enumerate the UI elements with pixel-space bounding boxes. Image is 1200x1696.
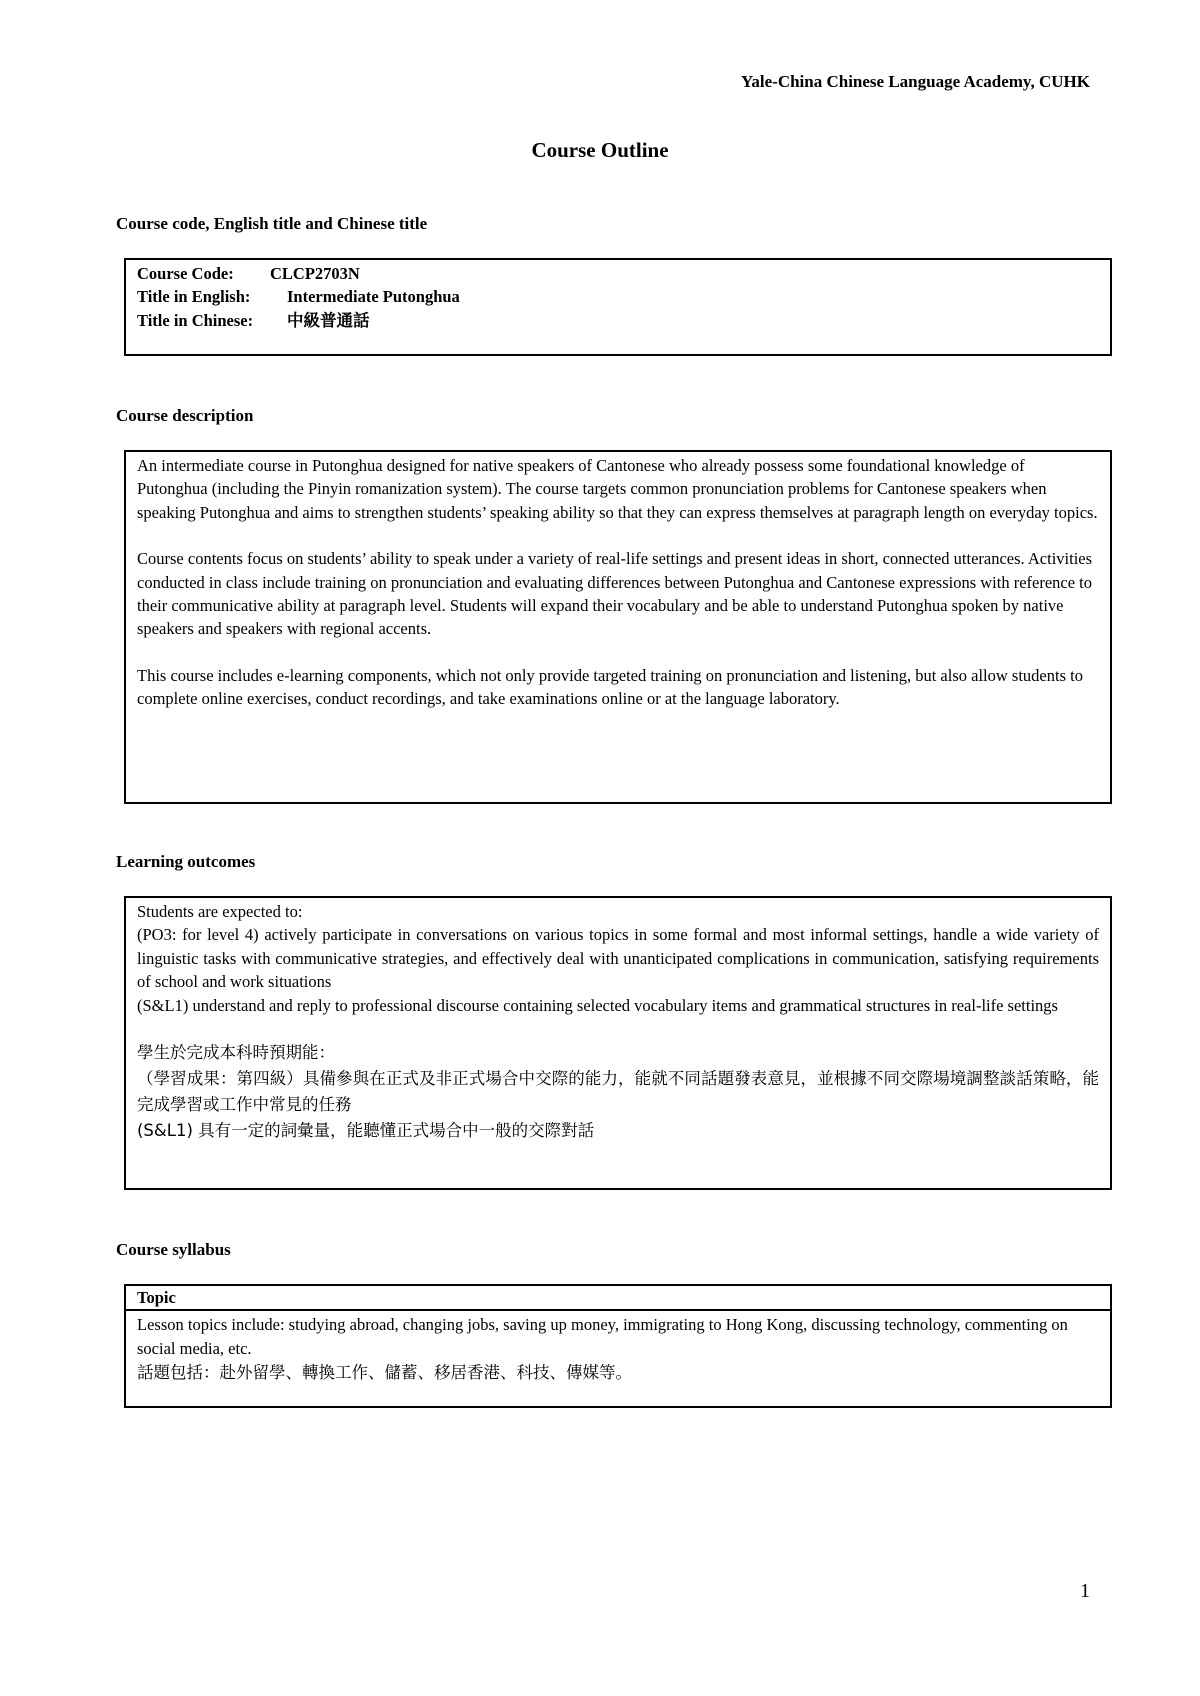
section-heading-outcomes: Learning outcomes xyxy=(116,852,256,871)
course-code-value: CLCP2703N xyxy=(270,264,360,283)
syllabus-topics-en: Lesson topics include: studying abroad, changing jobs, saving up money, immigrating to Hong Kong, discussing technology, commenting on social media, etc. xyxy=(137,1315,1068,1358)
description-paragraph-2: Course contents focus on students’ ability to speak under a variety of real-life settings and present ideas in short, connected utterances. Activities conducted in class include training on pronunciation and evaluating differences between Putonghua and Cantonese expressions with reference to their communicative ability at paragraph level. Students will expand their vocabulary and be able to understand Putonghua spoken by native speakers and speakers with regional accents. xyxy=(137,549,1093,639)
course-description-box xyxy=(124,450,1112,804)
outcome-po3-zh: （學習成果：第四級）具備參與在正式及非正式場合中交際的能力，能就不同話題發表意見，並根據不同交際場境調整談話策略，能完成學習或工作中常見的任務 xyxy=(137,1069,1099,1115)
english-title-line xyxy=(137,285,1099,308)
chinese-title-line xyxy=(137,309,1099,332)
outcome-sl1-en: (S&L1) understand and reply to professional discourse containing selected vocabulary items and grammatical structures in real-life settings xyxy=(137,995,1058,1015)
section-heading-syllabus: Course syllabus xyxy=(116,1240,231,1259)
description-paragraph-1: An intermediate course in Putonghua designed for native speakers of Cantonese who already possess some foundational knowledge of Putonghua (including the Pinyin romanization system). The course targets common pronunciation problems for Cantonese speakers when speaking Putonghua and aims to strengthen students’ speaking ability so that they can express themselves at paragraph length on everyday topics. xyxy=(137,456,1098,522)
chinese-title-label: Title in Chinese: xyxy=(137,310,254,330)
outcomes-intro-zh: 學生於完成本科時預期能： xyxy=(137,1043,335,1063)
institution-header: Yale-China Chinese Language Academy, CUHK xyxy=(741,72,1090,91)
english-title-label: Title in English: xyxy=(137,287,251,307)
outcome-sl1-zh: (S&L1) 具有一定的詞彙量，能聽懂正式場合中一般的交際對話 xyxy=(137,1121,595,1141)
course-code-line xyxy=(137,262,1099,285)
section-heading-code: Course code, English title and Chinese title xyxy=(116,214,428,233)
syllabus-topics-zh: 話題包括：赴外留學、轉換工作、儲蓄、移居香港、科技、傳媒等。 xyxy=(137,1363,632,1383)
outcome-po3-en: (PO3: for level 4) actively participate in conversations on various topics in some formal and most informal settings, handle a wide variety of linguistic tasks with communicative strategies, and effectively deal with unanticipated complications in communication, satisfying requirements of school and work situations xyxy=(137,925,1099,992)
syllabus-row xyxy=(126,1311,1110,1390)
course-code-box xyxy=(124,258,1112,356)
description-paragraph-3: This course includes e-learning components, which not only provide targeted training on pronunciation and listening, but also allow students to complete online exercises, conduct recordings, and take examinations online or at the language laboratory. xyxy=(137,665,1083,709)
syllabus-table xyxy=(124,1284,1112,1408)
page-title: Course Outline xyxy=(531,138,669,162)
section-heading-description: Course description xyxy=(116,406,254,425)
english-title-value: Intermediate Putonghua xyxy=(287,287,460,307)
page-number: 1 xyxy=(1080,1580,1090,1602)
learning-outcomes-box xyxy=(124,896,1112,1190)
course-code-label: Course Code: xyxy=(137,264,234,283)
outcomes-intro-en: Students are expected to: xyxy=(137,902,303,921)
syllabus-column-header: Topic xyxy=(126,1286,1110,1311)
chinese-title-value: 中級普通話 xyxy=(287,310,370,330)
